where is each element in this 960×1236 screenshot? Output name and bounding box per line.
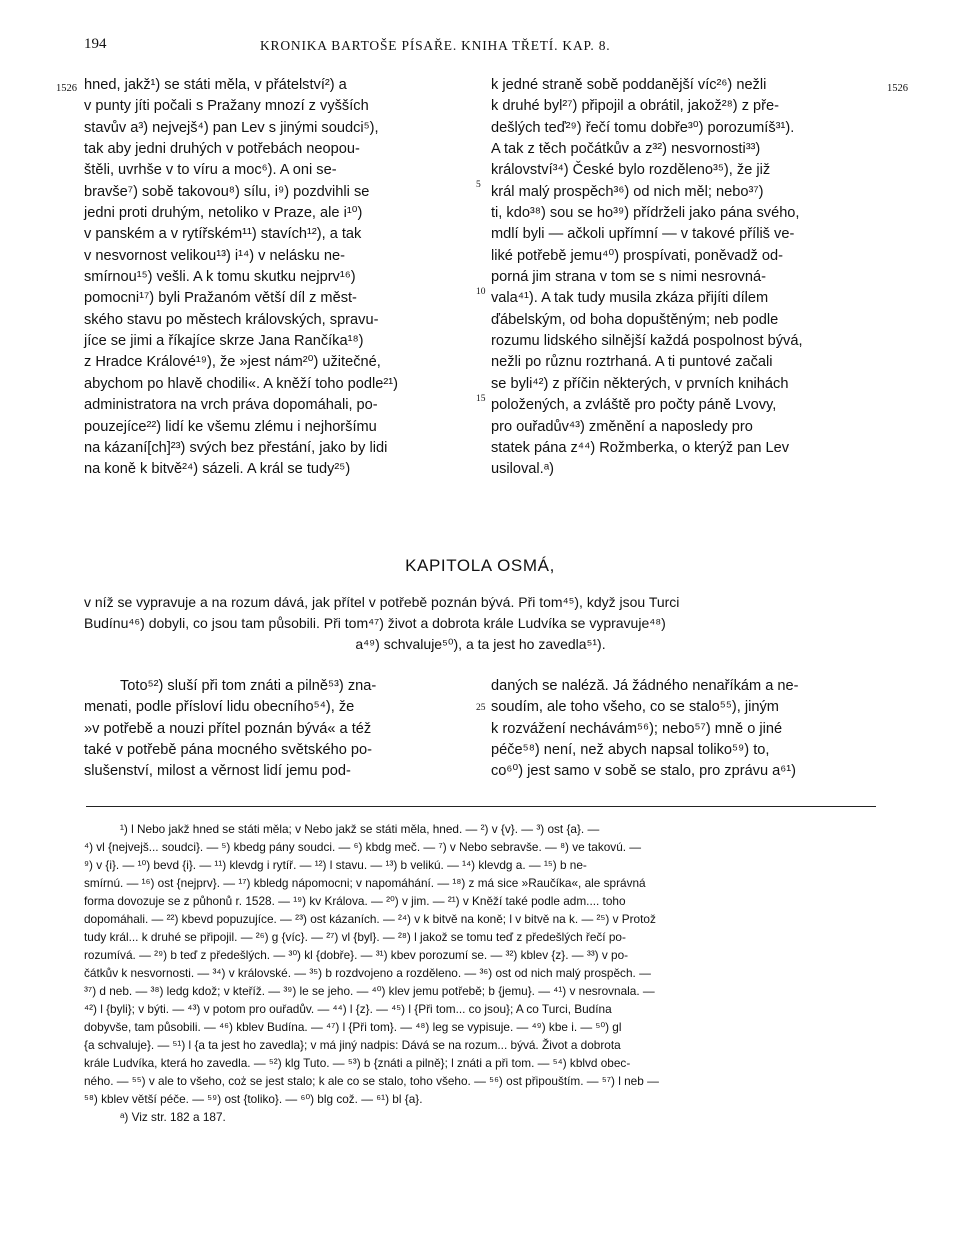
footnote-line: krále Ludvíka, která ho zavedla. — ⁵²) klg Tuto. — ⁵³) b {znáti a pilně}; l znáti a při tom. — ⁵⁴) kblvd obec- <box>84 1056 631 1070</box>
text-line: v punty jíti počali s Pražany mnozí z vyšších <box>84 98 369 115</box>
left-column <box>84 75 470 481</box>
text-line: hned, jakž¹) se státi měla, v přátelství²) a <box>84 77 347 93</box>
text-line: liké potřebě jemu⁴⁰) prospívati, poněvadž od- <box>491 247 783 264</box>
text-line: také v potřebě pána mocného světského po- <box>84 742 373 759</box>
text-line: menati, podle přísloví lidu obecního⁵⁴), že <box>84 699 355 716</box>
summary-line: a⁴⁹) schvaluje⁵⁰), a ta jest ho zavedla⁵¹). <box>355 636 606 652</box>
text-line: mdlí byli — ačkoli upřímní — v takové příliš ve- <box>491 226 795 243</box>
summary-line: Budínu⁴⁶) dobyli, co jsou tam působili. Při tom⁴⁷) život a dobrota krále Ludvíka se vypravuje⁴⁸) <box>84 615 666 631</box>
line-number: 25 <box>476 703 486 713</box>
text-line: štěli, uvrhše v to víru a moc⁶). A oni se- <box>84 162 337 179</box>
text-line: soudím, ale toho všeho, co se stalo⁵⁵), jiným <box>491 699 779 716</box>
footnote-line: {a schvaluje}. — ⁵¹) l {a ta jest ho zavedla}; v má jiný nadpis: Dává se na rozum... bývá. Život a dobrota <box>84 1038 621 1052</box>
running-head: KRONIKA BARTOŠE PÍSAŘE. KNIHA TŘETÍ. KAP. 8. <box>260 38 611 53</box>
footnote-line: ᵃ) Viz str. 182 a 187. <box>120 1110 226 1124</box>
text-line: ského stavu po městech královských, spravu- <box>84 311 379 328</box>
text-line: na koně k bitvě²⁴) sázeli. A král se tudy²⁵) <box>84 461 351 478</box>
text-line: v nesvornost velikou¹³) i¹⁴) v nelásku ne- <box>84 247 345 264</box>
footnote-line: smírnú. — ¹⁶) ost {nejprv}. — ¹⁷) kbledg nápomocni; v napomáhání. — ¹⁸) z má sice »Raučíka«, ale správná <box>84 876 646 890</box>
text-line: se byli⁴²) z příčin některých, v prvních knihách <box>491 375 789 392</box>
footnote-line: ¹) l Nebo jakž hned se státi měla; v Nebo jakž se státi měla, hned. — ²) v {v}. — ³) ost {a}. — <box>120 822 600 836</box>
footnote-line: ⁵⁸) kblev větší péče. — ⁵⁹) ost {toliko}. — ⁶⁰) blg což. — ⁶¹) bl {a}. <box>84 1092 423 1106</box>
footnotes <box>84 820 877 1126</box>
body-left-column <box>84 676 470 783</box>
line-number: 15 <box>476 394 486 404</box>
line-number: 5 <box>476 180 481 190</box>
page-number: 194 <box>84 36 107 52</box>
text-line: položených, a zvláště pro počty páně Lvovy, <box>491 397 777 414</box>
text-line: jíce se jimi a říkajíce skrze Jana Rančíka¹⁸) <box>84 333 364 350</box>
text-line: k jedné straně sobě poddanější víc²⁶) nežli <box>491 77 767 93</box>
margin-year-right: 1526 <box>887 83 908 94</box>
summary-line: v níž se vypravuje a na rozum dává, jak přítel v potřebě poznán bývá. Při tom⁴⁵), když jsou Turci <box>84 594 680 610</box>
footnote-line: ⁴²) l {byli}; v býti. — ⁴³) v potom pro ouřadův. — ⁴⁴) l {z}. — ⁴⁵) l {Při tom... co jsou}; A co Turci, Budína <box>84 1002 612 1016</box>
footnote-line: čátkův k nesvornosti. — ³⁴) v královské. — ³⁵) b rozdvojeno a rozděleno. — ³⁶) ost od nich malý prospěch. — <box>84 966 651 980</box>
footnote-line: dobyvše, tam působili. — ⁴⁶) kblev Budína. — ⁴⁷) l {Při tom}. — ⁴⁸) leg se vypisuje. — ⁴⁹) kbe i. — ⁵⁰) gl <box>84 1020 622 1034</box>
text-line: péče⁵⁸) není, než abych napsal toliko⁵⁹) to, <box>491 742 770 759</box>
text-line: k druhé byl²⁷) připojil a obrátil, jakož²⁸) z pře- <box>491 98 780 115</box>
text-line: usiloval.ᵃ) <box>491 461 555 478</box>
text-line: z Hradce Králové¹⁹), že »jest nám²⁰) užitečné, <box>84 354 381 371</box>
footnote-line: ⁹) v {i}. — ¹⁰) bevd {i}. — ¹¹) klevdg i rytíř. — ¹²) l stavu. — ¹³) b velikú. — ¹⁴) klevdg a. — ¹⁵) b ne- <box>84 858 587 872</box>
text-line: jedni proti druhým, netoliko v Praze, ale i¹⁰) <box>84 205 363 222</box>
text-line: abychom po hlavě chodili«. A kněží toho podle²¹) <box>84 375 398 392</box>
footnote-line: dopomáhali. — ²²) kbevd popuzujíce. — ²³) ost kázaních. — ²⁴) v k bitvě na koně; l v bitvě na k. — ²⁵) v Protož <box>84 912 656 926</box>
footnote-line: forma dovozuje se z půhonů r. 1528. — ¹⁹) kv Králova. — ²⁰) v jim. — ²¹) v Kněží také podle adm.... toho <box>84 894 626 908</box>
text-line: dešlých teď²⁹) řečí tomu dobře³⁰) porozumíš³¹). <box>491 119 795 136</box>
chapter-summary <box>84 592 877 655</box>
text-line: bravše⁷) sobě takovou⁸) sílu, i⁹) pozdvihli se <box>84 183 370 200</box>
footnote-line: ⁴) vl {nejvejš... soudci}. — ⁵) kbedg pány soudci. — ⁶) kbdg meč. — ⁷) v Nebo sebravše. — ⁸) ve takovú. — <box>84 840 642 854</box>
text-line: daných se naléză. Já žádného nenaříkám a ne- <box>491 678 799 694</box>
text-line: ďábelským, od boha dopuštěným; neb podle <box>491 311 779 328</box>
text-line: pouzejíce²²) lidí ke všemu zlému i nejhoršímu <box>84 418 377 435</box>
text-line: pro ouřadův⁴³) změnění a naposledy pro <box>491 418 753 435</box>
body-right-column <box>491 676 877 783</box>
text-line: na kázaní[ch]²³) svých bez přestání, jako by lidi <box>84 439 388 456</box>
text-line: slušenství, milost a věrnost lidí jemu pod- <box>84 763 351 780</box>
line-number: 10 <box>476 287 486 297</box>
text-line: »v potřebě a nouzi přítel poznán bývá« a též <box>84 720 372 737</box>
text-line: ti, kdo³⁸) sou se ho³⁹) přídrželi jako pána svého, <box>491 205 800 222</box>
text-line: statek pána z⁴⁴) Rožmberka, o kterýž pan Lev <box>491 439 790 456</box>
text-line: Toto⁵²) sluší při tom znáti a pilně⁵³) zna- <box>120 678 377 694</box>
text-line: pomocni¹⁷) byli Pražanóm větší díl z měst- <box>84 290 357 307</box>
text-line: království³⁴) České bylo rozděleno³⁵), že již <box>491 162 771 179</box>
footnote-line: tudy král... k druhé se připojil. — ²⁶) g {víc}. — ²⁷) vl {byl}. — ²⁸) l jakož se tomu teď z předešlých řečí po- <box>84 930 626 944</box>
footnote-line: ného. — ⁵⁵) v ale to všeho, coż se jest stalo; k ale co se stalo, toho všeho. — ⁵⁶) ost připouštím. — ⁵⁷) l neb — <box>84 1074 659 1088</box>
chapter-title: KAPITOLA OSMÁ, <box>405 556 555 575</box>
footnote-line: rozumívá. — ²⁹) b teď z předešlých. — ³⁰) kl {dobře}. — ³¹) kbev porozumí se. — ³²) kblev {z}. — ³³) v po- <box>84 948 629 962</box>
text-line: nežli po různu roztrhaná. A ti puntové začali <box>491 354 773 371</box>
text-line: A tak z těch počátkův a z³²) nesvornosti³³) <box>491 141 761 158</box>
text-line: rozumu lidského silnější každá pospolnost bývá, <box>491 333 803 350</box>
footnote-line: ³⁷) d neb. — ³⁸) ledg kdož; v kteříž. — ³⁹) le se jeho. — ⁴⁰) klev jemu potřebě; b {jemu}. — ⁴¹) v nesrovnala. — <box>84 984 655 998</box>
text-line: k rozvážení nechávám⁵⁶); nebo⁵⁷) mně o jiné <box>491 720 783 737</box>
text-line: stavův a³) nejvejš⁴) pan Lev s jinými soudci⁵), <box>84 119 379 136</box>
footnote-divider <box>86 806 876 807</box>
text-line: administratora na vrch práva dopomáhali, po- <box>84 397 378 414</box>
text-line: vala⁴¹). A tak tudy musila zkáza přijíti dílem <box>491 290 769 307</box>
right-column <box>491 75 877 481</box>
text-line: král malý prospěch³⁶) od nich měl; nebo³⁷) <box>491 183 764 200</box>
text-line: smírnou¹⁵) vešli. A k tomu skutku nejprv¹⁶) <box>84 269 356 286</box>
margin-year-left: 1526 <box>56 83 77 94</box>
text-line: co⁶⁰) jest samo v sobě se stalo, pro zprávu a⁶¹) <box>491 763 796 780</box>
text-line: v panském a v rytířském¹¹) stavích¹²), a tak <box>84 226 362 243</box>
text-line: tak aby jedni druhých v potřebách neopou- <box>84 141 360 158</box>
text-line: porná jim strana v tom se s nimi nesrovná- <box>491 269 766 286</box>
